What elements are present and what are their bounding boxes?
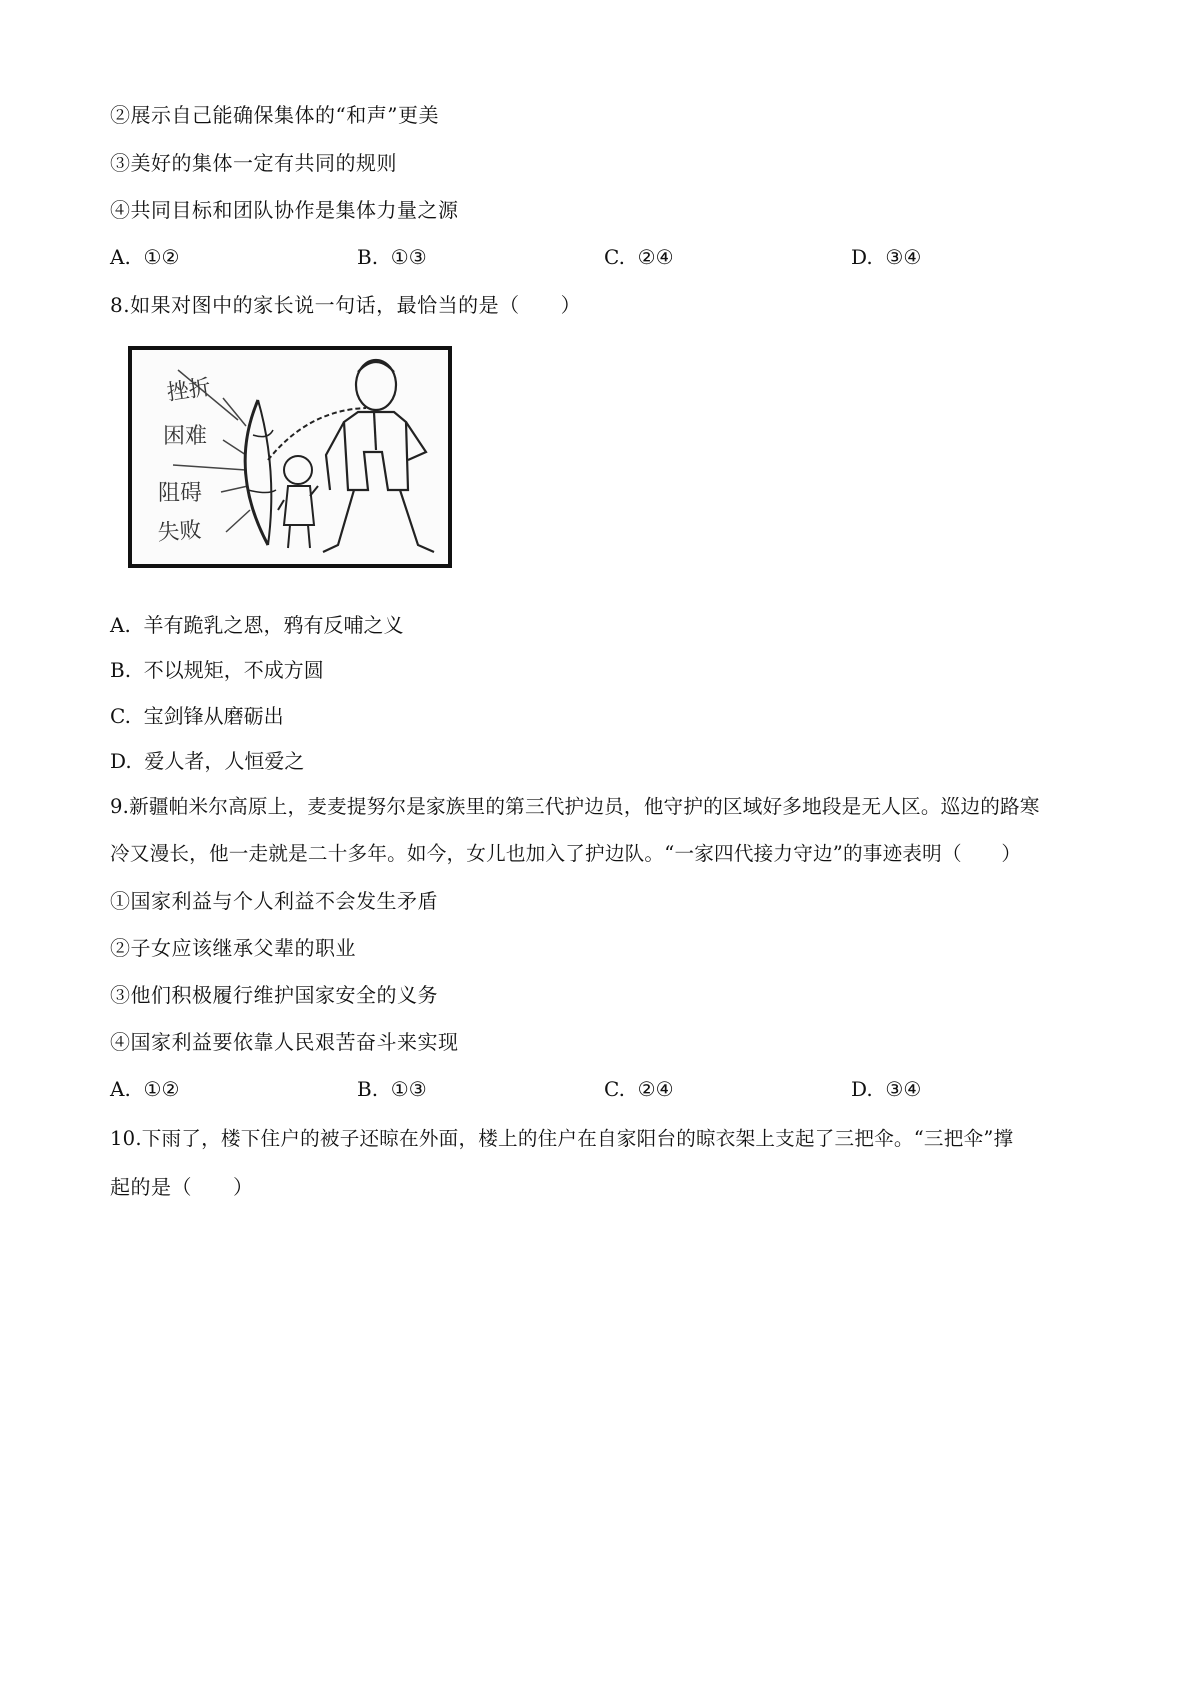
q10-stem-line-1: 10.下雨了，楼下住户的被子还晾在外面，楼上的住户在自家阳台的晾衣架上支起了三把伞。“三把伞”撑	[110, 1127, 1014, 1150]
q7-option-b: B. ①③	[357, 245, 427, 269]
q9-option-c: C. ②④	[604, 1077, 674, 1101]
q7-statement-3: ③美好的集体一定有共同的规则	[110, 151, 397, 175]
q9-stem-line-2: 冷又漫长，他一走就是二十多年。如今，女儿也加入了护边队。“一家四代接力守边”的事迹表明（ ）	[110, 842, 1022, 865]
q8-option-b: B. 不以规矩，不成方圆	[110, 658, 324, 682]
q10-stem-line-2: 起的是（ ）	[110, 1175, 254, 1199]
q9-option-a: A. ①②	[110, 1077, 180, 1101]
q9-stem-line-1: 9.新疆帕米尔高原上，麦麦提努尔是家族里的第三代护边员，他守护的区域好多地段是无人区。巡边的路寒	[110, 795, 1040, 818]
figure-word-2: 困难	[163, 424, 208, 449]
q8-option-c: C. 宝剑锋从磨砺出	[110, 704, 284, 728]
q9-statement-1: ①国家利益与个人利益不会发生矛盾	[110, 889, 438, 913]
q7-statement-4: ④共同目标和团队协作是集体力量之源	[110, 198, 459, 222]
figure-word-3: 阻碍	[158, 481, 203, 506]
q7-statement-2: ②展示自己能确保集体的“和声”更美	[110, 103, 439, 127]
q8-option-d: D. 爱人者，人恒爱之	[110, 749, 305, 773]
q8-option-a: A. 羊有跪乳之恩，鸦有反哺之义	[110, 613, 404, 637]
q9-statement-2: ②子女应该继承父辈的职业	[110, 936, 356, 960]
q9-statement-4: ④国家利益要依靠人民艰苦奋斗来实现	[110, 1030, 459, 1054]
q7-option-c: C. ②④	[604, 245, 674, 269]
figure-word-4: 失败	[156, 517, 203, 546]
q9-option-d: D. ③④	[851, 1077, 922, 1101]
q8-cartoon-figure	[118, 340, 463, 572]
q9-option-b: B. ①③	[357, 1077, 427, 1101]
q7-option-a: A. ①②	[110, 245, 180, 269]
q9-statement-3: ③他们积极履行维护国家安全的义务	[110, 983, 438, 1007]
q8-stem: 8.如果对图中的家长说一句话，最恰当的是（ ）	[110, 293, 582, 317]
figure-word-1: 挫折	[165, 375, 213, 406]
q7-option-d: D. ③④	[851, 245, 922, 269]
